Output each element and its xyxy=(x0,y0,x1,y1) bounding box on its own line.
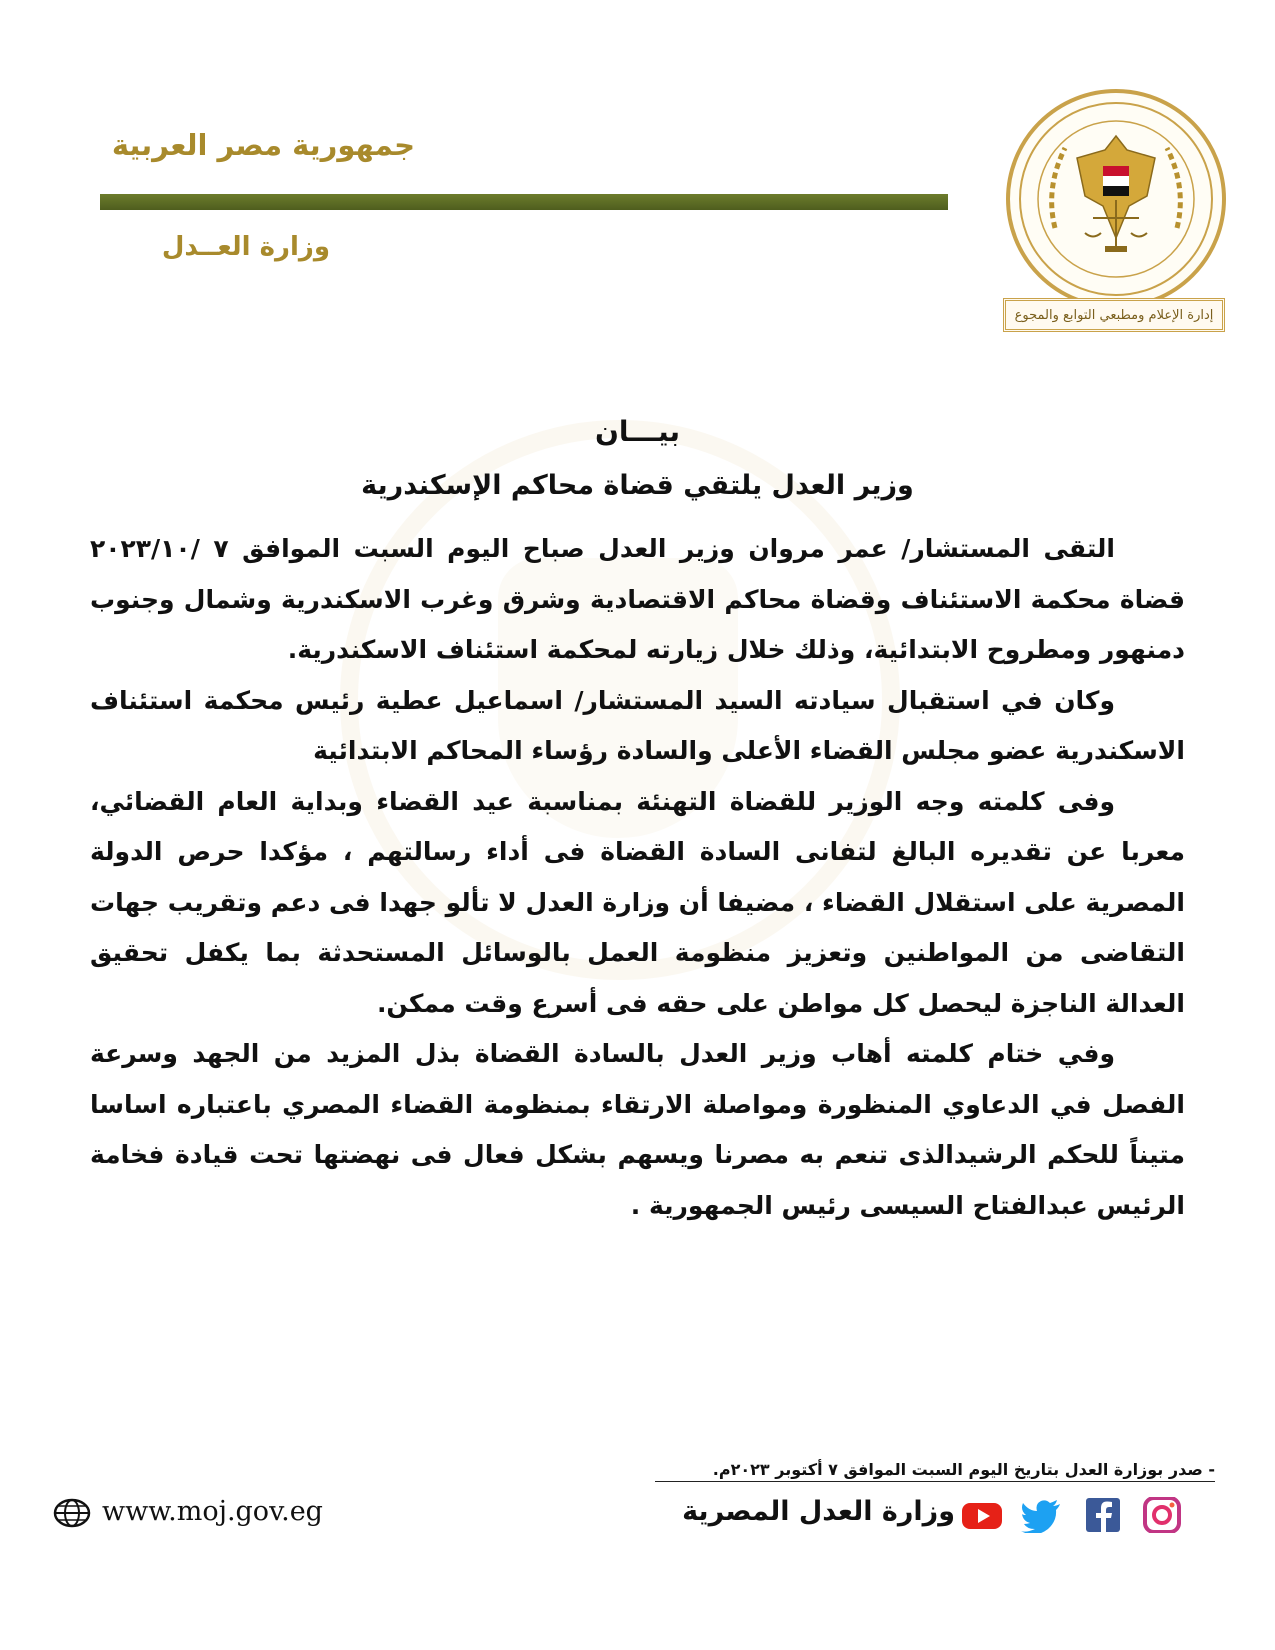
header-ministry: وزارة العــدل xyxy=(161,232,330,262)
document-subtitle: وزير العدل يلتقي قضاة محاكم الإسكندرية xyxy=(361,470,914,501)
paragraph: وفى كلمته وجه الوزير للقضاة التهنئة بمناسبة عيد القضاء وبداية العام القضائي، معربا عن تقديره البالغ لتفانى السادة القضاة فى أداء رسالتهم ، مؤكدا حرص الدولة المصرية على استقلال القضاء ، مضيفا أن وزارة العدل لا تألو جهدا فى دعم وتقريب جهات التقاضى من المواطنين وتعزيز منظومة العمل بالوسائل المستحدثة بما يكفل تحقيق العدالة الناجزة ليحصل كل مواطن على حقه فى أسرع وقت ممكن. xyxy=(90,786,1185,1018)
issued-date-line: - صدر بوزارة العدل بتاريخ اليوم السبت الموافق ٧ أكتوبر ٢٠٢٣م. xyxy=(655,1460,1215,1482)
globe-icon xyxy=(52,1496,92,1530)
seal-caption: إدارة الإعلام ومطبعي التوابع والمجوع xyxy=(1003,298,1225,332)
footer-ministry-name: وزارة العدل المصرية xyxy=(682,1496,955,1527)
document-body xyxy=(90,524,1185,1231)
instagram-icon[interactable] xyxy=(1140,1497,1184,1533)
paragraph: وفي ختام كلمته أهاب وزير العدل بالسادة القضاة بذل المزيد من الجهد وسرعة الفصل في الدعاوي المنظورة ومواصلة الارتقاء بمنظومة القضاء المصري باعتباره اساسا متيناً للحكم الرشيدالذى تنعم به مصرنا ويسهم بشكل فعال فى نهضتها تحت قيادة فخامة الرئيس عبدالفتاح السيسى رئيس الجمهورية . xyxy=(90,1039,1185,1220)
header-divider-bar xyxy=(100,194,948,210)
website-link[interactable]: www.moj.gov.eg xyxy=(102,1496,323,1527)
paragraph: التقى المستشار/ عمر مروان وزير العدل صباح اليوم السبت الموافق ٧ /٢٠٢٣/١٠ قضاة محكمة الاستئناف وقضاة محاكم الاقتصادية وشرق وغرب الاسكندرية وشمال وجنوب دمنهور ومطروح الابتدائية، وذلك خلال زيارته لمحكمة استئناف الاسكندرية. xyxy=(90,534,1185,664)
facebook-icon[interactable] xyxy=(1082,1497,1126,1533)
twitter-icon[interactable] xyxy=(1020,1497,1064,1533)
document-title: بيـــان xyxy=(594,415,681,448)
header-country: جمهورية مصر العربية xyxy=(111,128,415,162)
ministry-seal-logo xyxy=(1005,88,1227,310)
youtube-icon[interactable] xyxy=(960,1497,1004,1533)
paragraph: وكان في استقبال سيادته السيد المستشار/ اسماعيل عطية رئيس محكمة استئناف الاسكندرية عضو مجلس القضاء الأعلى والسادة رؤساء المحاكم الابتدائية xyxy=(90,685,1185,765)
